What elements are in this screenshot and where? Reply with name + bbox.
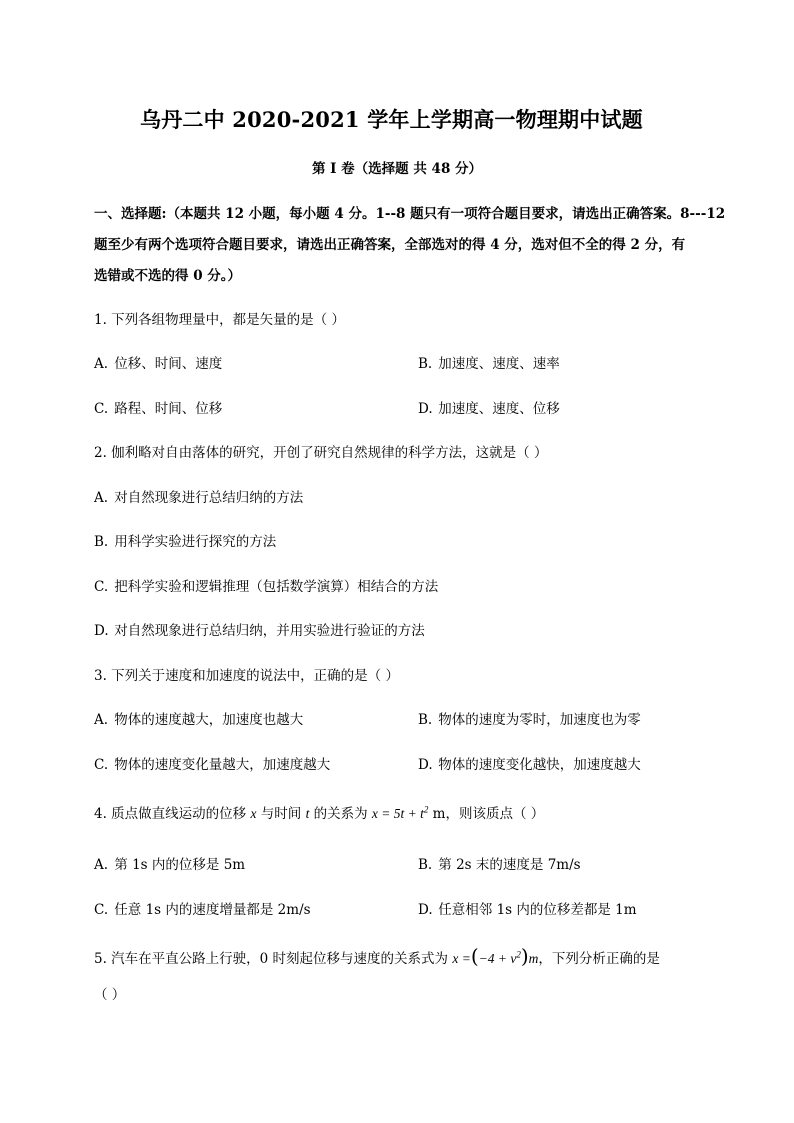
option-text: 加速度、速度、速率	[438, 356, 560, 372]
question-1-option-d	[418, 397, 560, 417]
option-text: 对自然现象进行总结归纳，并用实验进行验证的方法	[114, 623, 425, 639]
option-text: 把科学实验和逻辑推理（包括数学演算）相结合的方法	[114, 579, 439, 595]
option-label: C.	[94, 579, 109, 595]
question-1-stem: 1. 下列各组物理量中，都是矢量的是（ ）	[94, 312, 345, 328]
option-label: B.	[418, 356, 433, 372]
question-4-option-b	[418, 853, 581, 873]
instruction-line: 选错或不选的得 0 分。）	[94, 268, 242, 284]
option-label: D.	[418, 401, 433, 417]
option-label: C.	[94, 757, 109, 773]
option-text: 物体的速度变化量越大，加速度越大	[114, 757, 331, 773]
stem-text: 4. 质点做直线运动的位移	[94, 806, 251, 822]
option-text: 位移、时间、速度	[114, 356, 223, 372]
option-text: 任意相邻 1s 内的位移差都是 1m	[438, 902, 637, 918]
question-1-option-b	[418, 352, 560, 372]
option-label: A.	[94, 490, 109, 506]
question-3-option-a	[94, 708, 303, 728]
math-variable: t	[305, 806, 310, 821]
stem-text: ，下列分析正确的是	[538, 951, 660, 967]
question-3-stem: 3. 下列关于速度和加速度的说法中，正确的是（ ）	[94, 668, 399, 684]
question-2-option-b	[94, 530, 276, 550]
question-2-option-a	[94, 486, 303, 506]
option-text: 对自然现象进行总结归纳的方法	[114, 490, 304, 506]
question-4-option-d	[418, 898, 637, 918]
option-text: 加速度、速度、位移	[438, 401, 560, 417]
stem-text: 与时间	[256, 806, 306, 822]
math-unit: m	[528, 951, 539, 966]
option-label: D.	[94, 623, 109, 639]
option-text: 路程、时间、位移	[114, 401, 223, 417]
math-formula: x = 5t + t	[371, 806, 424, 821]
math-exponent: 2	[423, 804, 429, 815]
option-text: 第 1s 内的位移是 5m	[114, 857, 246, 873]
instruction-line: 一、选择题:（本题共 12 小题，每小题 4 分。1--8 题只有一项符合题目要求，请选出正确答案。8---12	[94, 206, 726, 222]
stem-text: 5. 汽车在平直公路上行驶，0 时刻起位移与速度的关系式为	[94, 951, 453, 967]
math-expression: −4 + v	[478, 951, 517, 966]
option-label: A.	[94, 712, 109, 728]
option-label: B.	[94, 534, 109, 550]
paren-close: )	[520, 944, 529, 968]
question-3-option-b	[418, 708, 641, 728]
option-label: A.	[94, 356, 109, 372]
question-2-option-d	[94, 619, 425, 639]
option-text: 物体的速度越大，加速度也越大	[114, 712, 304, 728]
option-label: C.	[94, 902, 109, 918]
math-unit: m	[428, 806, 446, 822]
option-text: 第 2s 末的速度是 7m/s	[438, 857, 581, 873]
question-1-option-c	[94, 397, 222, 417]
question-3-option-d	[418, 753, 641, 773]
option-text: 物体的速度为零时，加速度也为零	[438, 712, 641, 728]
option-label: D.	[418, 902, 433, 918]
question-1-option-a	[94, 352, 222, 372]
page-title: 乌丹二中 2020-2021 学年上学期高一物理期中试题	[140, 107, 643, 132]
question-4-option-a	[94, 853, 245, 873]
stem-text: ，则该质点（ ）	[445, 806, 545, 822]
question-5-stem	[94, 944, 660, 968]
option-text: 任意 1s 内的速度增量都是 2m/s	[114, 902, 311, 918]
option-label: C.	[94, 401, 109, 417]
question-3-option-c	[94, 753, 330, 773]
stem-text: 的关系为	[309, 806, 372, 822]
question-2-option-c	[94, 575, 438, 595]
math-exponent: 2	[516, 949, 521, 960]
question-4-stem	[94, 802, 544, 822]
option-label: A.	[94, 857, 109, 873]
option-label: D.	[418, 757, 433, 773]
paren-open: (	[470, 944, 479, 968]
question-4-option-c	[94, 898, 311, 918]
section-subtitle: 第 I 卷（选择题 共 48 分）	[311, 161, 483, 177]
question-2-stem: 2. 伽利略对自由落体的研究，开创了研究自然规律的科学方法，这就是（ ）	[94, 445, 548, 461]
option-text: 物体的速度变化越快，加速度越大	[438, 757, 641, 773]
question-5-answer-paren: （ ）	[94, 987, 126, 1003]
option-label: B.	[418, 712, 433, 728]
math-lhs: x =	[452, 951, 471, 966]
option-text: 用科学实验进行探究的方法	[114, 534, 277, 550]
section-instructions	[94, 199, 726, 292]
option-label: B.	[418, 857, 433, 873]
instruction-line: 题至少有两个选项符合题目要求，请选出正确答案，全部选对的得 4 分，选对但不全的得 2 分，有	[94, 237, 686, 253]
math-variable: x	[250, 806, 257, 821]
